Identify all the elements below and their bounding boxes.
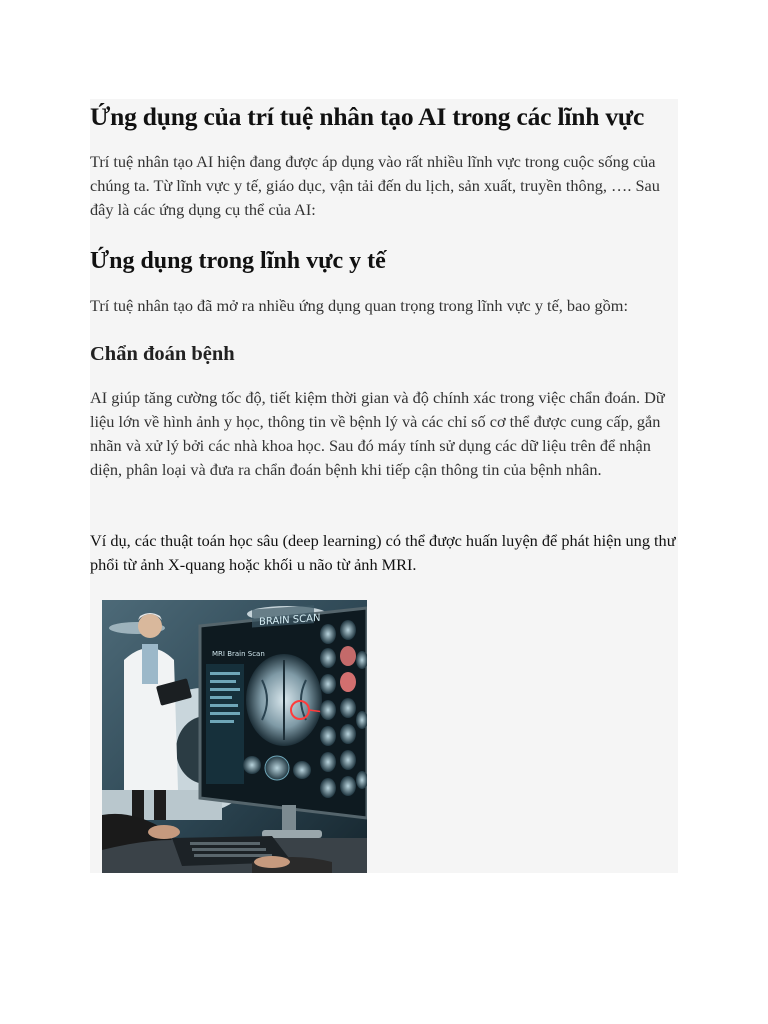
subsection-heading: Chẩn đoán bệnh	[90, 343, 235, 365]
monitor	[200, 605, 367, 818]
article-title: Ứng dụng của trí tuệ nhân tạo AI trong các lĩnh vực	[90, 102, 645, 131]
intro-paragraph: Trí tuệ nhân tạo AI hiện đang được áp dụng vào rất nhiều lĩnh vực trong cuộc sống của chúng ta. Từ lĩnh vực y tế, giáo dục, vận tải đến du lịch, sản xuất, truyền thông, …. Sau đây là các ứng dụng cụ thể của AI:	[90, 152, 660, 219]
monitor-title: BRAIN SCAN	[259, 612, 321, 629]
diagnosis-paragraph: AI giúp tăng cường tốc độ, tiết kiệm thời gian và độ chính xác trong việc chẩn đoán. Dữ liệu lớn về hình ảnh y học, thông tin về bệnh lý và các chỉ số cơ thể được cung cấp, gắn nhãn và xử lý bởi các nhà khoa học. Sau đó máy tính sử dụng các dữ liệu trên để nhận diện, phân loại và đưa ra chẩn đoán bệnh khi tiếp cận thông tin của bệnh nhân.	[90, 388, 665, 479]
section-intro-paragraph: Trí tuệ nhân tạo đã mở ra nhiều ứng dụng quan trọng trong lĩnh vực y tế, bao gồm:	[90, 296, 628, 315]
section-heading: Ứng dụng trong lĩnh vực y tế	[90, 248, 386, 274]
panel-label: MRI Brain Scan	[212, 650, 265, 658]
example-paragraph: Ví dụ, các thuật toán học sâu (deep learning) có thể được huấn luyện để phát hiện ung thư phổi từ ảnh X-quang hoặc khối u não từ ảnh MRI.	[90, 531, 676, 574]
brain-scan-illustration	[102, 600, 367, 873]
